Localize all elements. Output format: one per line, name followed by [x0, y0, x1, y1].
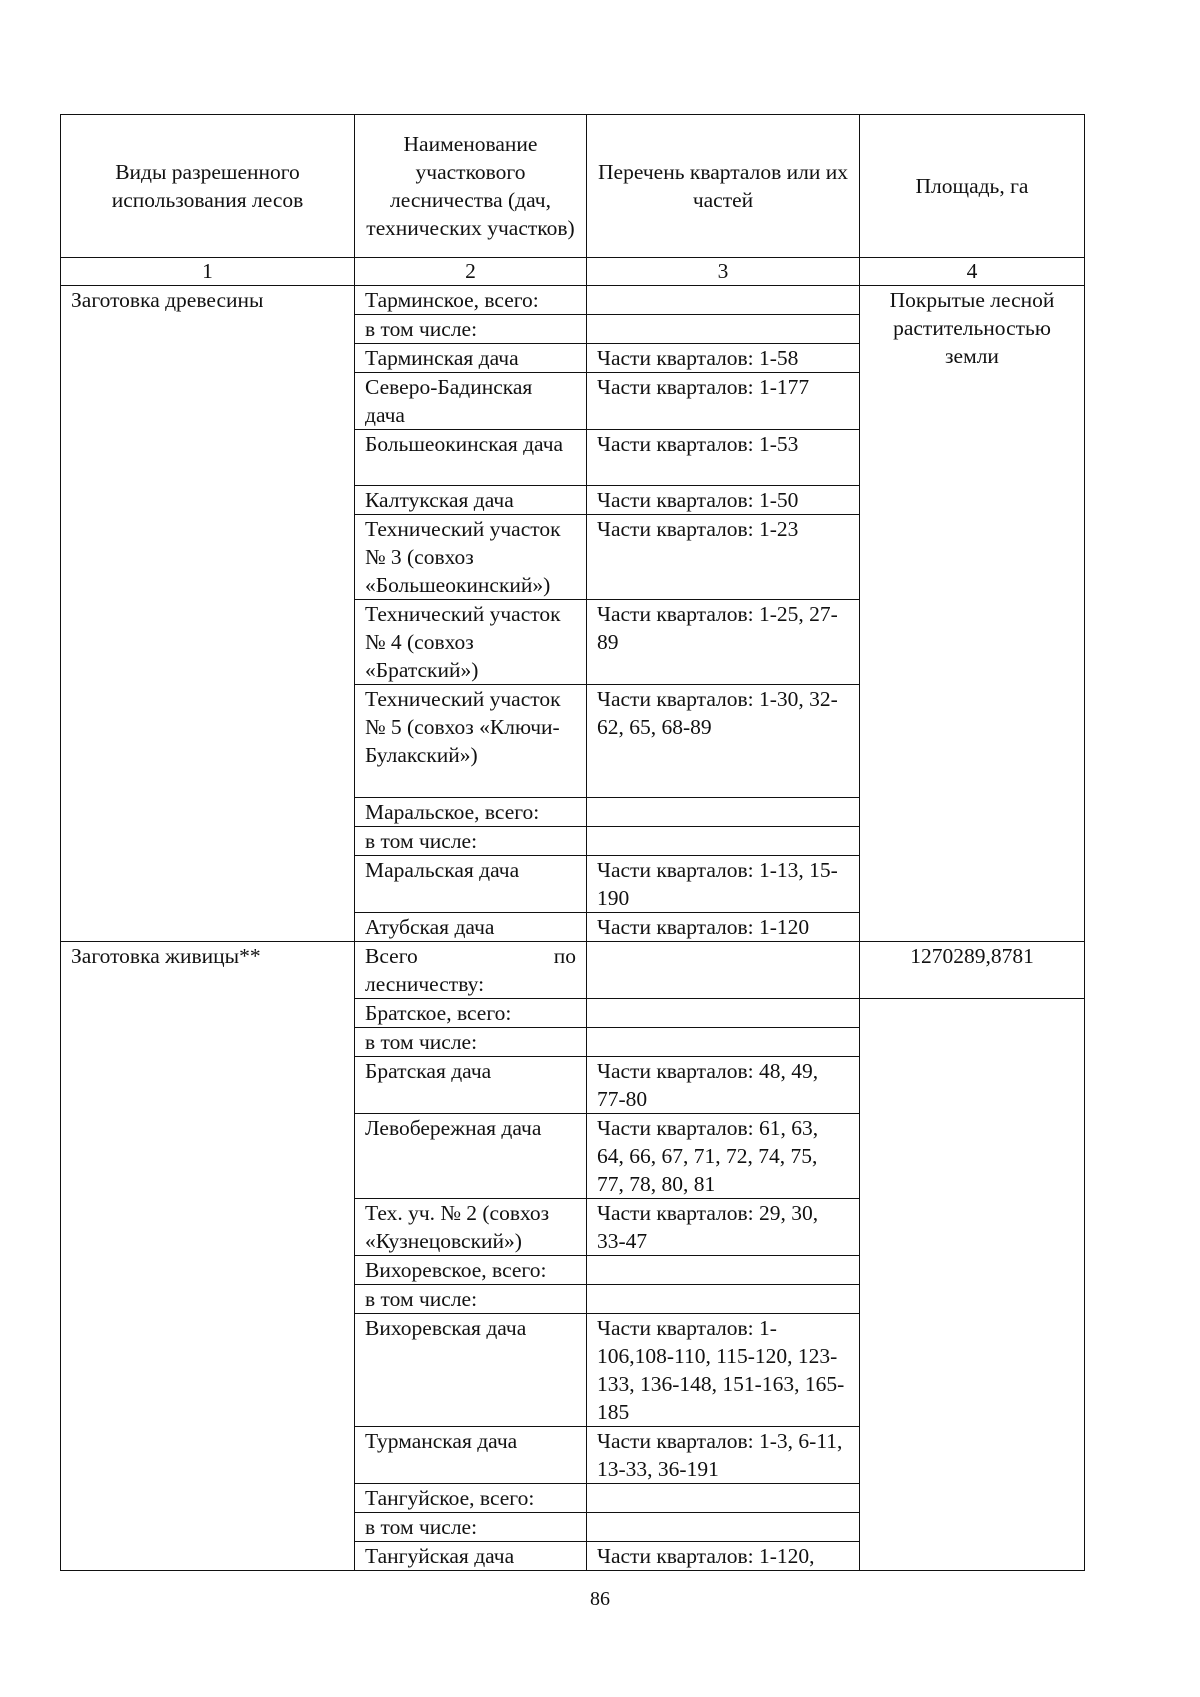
quarters-cell: Части кварталов: 1-106,108-110, 115-120, 123-133, 136-148, 151-163, 165-185 — [587, 1314, 860, 1427]
quarters-cell: Части кварталов: 1-120 — [587, 913, 860, 942]
forestry-name-cell: в том числе: — [355, 1513, 587, 1542]
total-label-line2: лесничеству: — [365, 972, 485, 996]
column-number-3: 3 — [587, 258, 860, 286]
total-label-word: по — [553, 944, 576, 968]
header-forestry-name: Наименование участкового лесничества (дач, технических участков) — [355, 115, 587, 258]
quarters-cell: Части кварталов: 1-23 — [587, 515, 860, 600]
header-use-type: Виды разрешенного использования лесов — [61, 115, 355, 258]
header-row — [61, 115, 1085, 258]
forestry-name-cell: Вихоревское, всего: — [355, 1256, 587, 1285]
quarters-cell: Части кварталов: 29, 30, 33-47 — [587, 1199, 860, 1256]
header-quarters-list: Перечень кварталов или их частей — [587, 115, 860, 258]
forestry-name-cell: Тангуйская дача — [355, 1542, 587, 1571]
table-row — [61, 942, 1085, 999]
page-number: 86 — [590, 1588, 610, 1610]
quarters-cell: Части кварталов: 1-30, 32-62, 65, 68-89 — [587, 685, 860, 798]
quarters-cell: Части кварталов: 1-177 — [587, 373, 860, 430]
quarters-cell: Части кварталов: 1-53 — [587, 430, 860, 486]
area-note-cell: Покрытые лесной растительностью земли — [860, 286, 1085, 942]
forestry-name-cell: Братское, всего: — [355, 999, 587, 1028]
forest-use-table — [60, 114, 1085, 1571]
forestry-name-cell: Большеокинская дача — [355, 430, 587, 486]
forestry-name-cell: Технический участок № 5 (совхоз «Ключи-Булакский») — [355, 685, 587, 798]
forestry-name-cell: Северо-Бадинская дача — [355, 373, 587, 430]
forestry-name-cell: Технический участок № 4 (совхоз «Братский») — [355, 600, 587, 685]
quarters-cell: Части кварталов: 61, 63, 64, 66, 67, 71, 72, 74, 75, 77, 78, 80, 81 — [587, 1114, 860, 1199]
table-row — [61, 286, 1085, 315]
forestry-name-cell: Тангуйское, всего: — [355, 1484, 587, 1513]
quarters-cell — [587, 942, 860, 999]
forestry-name-cell: Левобережная дача — [355, 1114, 587, 1199]
forestry-name-cell: в том числе: — [355, 1028, 587, 1057]
forestry-name-cell: Атубская дача — [355, 913, 587, 942]
area-empty-cell — [860, 999, 1085, 1571]
quarters-cell — [587, 827, 860, 856]
column-number-1: 1 — [61, 258, 355, 286]
forestry-total-cell — [355, 942, 587, 999]
quarters-cell — [587, 286, 860, 315]
column-number-4: 4 — [860, 258, 1085, 286]
quarters-cell — [587, 1484, 860, 1513]
forestry-name-cell: Калтукская дача — [355, 486, 587, 515]
forestry-name-cell: Тех. уч. № 2 (совхоз «Кузнецовский») — [355, 1199, 587, 1256]
forestry-name-cell: Братская дача — [355, 1057, 587, 1114]
total-area-cell: 1270289,8781 — [860, 942, 1085, 999]
quarters-cell: Части кварталов: 48, 49, 77-80 — [587, 1057, 860, 1114]
forestry-name-cell: Маральское, всего: — [355, 798, 587, 827]
quarters-cell — [587, 315, 860, 344]
quarters-cell — [587, 999, 860, 1028]
quarters-cell — [587, 798, 860, 827]
use-type-cell: Заготовка живицы** — [61, 942, 355, 1571]
forestry-name-cell: Турманская дача — [355, 1427, 587, 1484]
forestry-name-cell: Маральская дача — [355, 856, 587, 913]
column-number-2: 2 — [355, 258, 587, 286]
quarters-cell — [587, 1285, 860, 1314]
quarters-cell: Части кварталов: 1-120, — [587, 1542, 860, 1571]
quarters-cell: Части кварталов: 1-58 — [587, 344, 860, 373]
quarters-cell — [587, 1513, 860, 1542]
quarters-cell — [587, 1028, 860, 1057]
total-label-word: Всего — [365, 944, 418, 968]
forestry-name-cell: Технический участок № 3 (совхоз «Большеокинский») — [355, 515, 587, 600]
forestry-name-cell: Вихоревская дача — [355, 1314, 587, 1427]
use-type-cell: Заготовка древесины — [61, 286, 355, 942]
column-number-row — [61, 258, 1085, 286]
quarters-cell: Части кварталов: 1-3, 6-11, 13-33, 36-191 — [587, 1427, 860, 1484]
forestry-name-cell: Тарминское, всего: — [355, 286, 587, 315]
forestry-name-cell: в том числе: — [355, 315, 587, 344]
forestry-name-cell: в том числе: — [355, 1285, 587, 1314]
forestry-name-cell: Тарминская дача — [355, 344, 587, 373]
quarters-cell: Части кварталов: 1-25, 27-89 — [587, 600, 860, 685]
forestry-name-cell: в том числе: — [355, 827, 587, 856]
quarters-cell — [587, 1256, 860, 1285]
total-label-line1 — [365, 942, 576, 970]
quarters-cell: Части кварталов: 1-13, 15-190 — [587, 856, 860, 913]
quarters-cell: Части кварталов: 1-50 — [587, 486, 860, 515]
header-area: Площадь, га — [860, 115, 1085, 258]
